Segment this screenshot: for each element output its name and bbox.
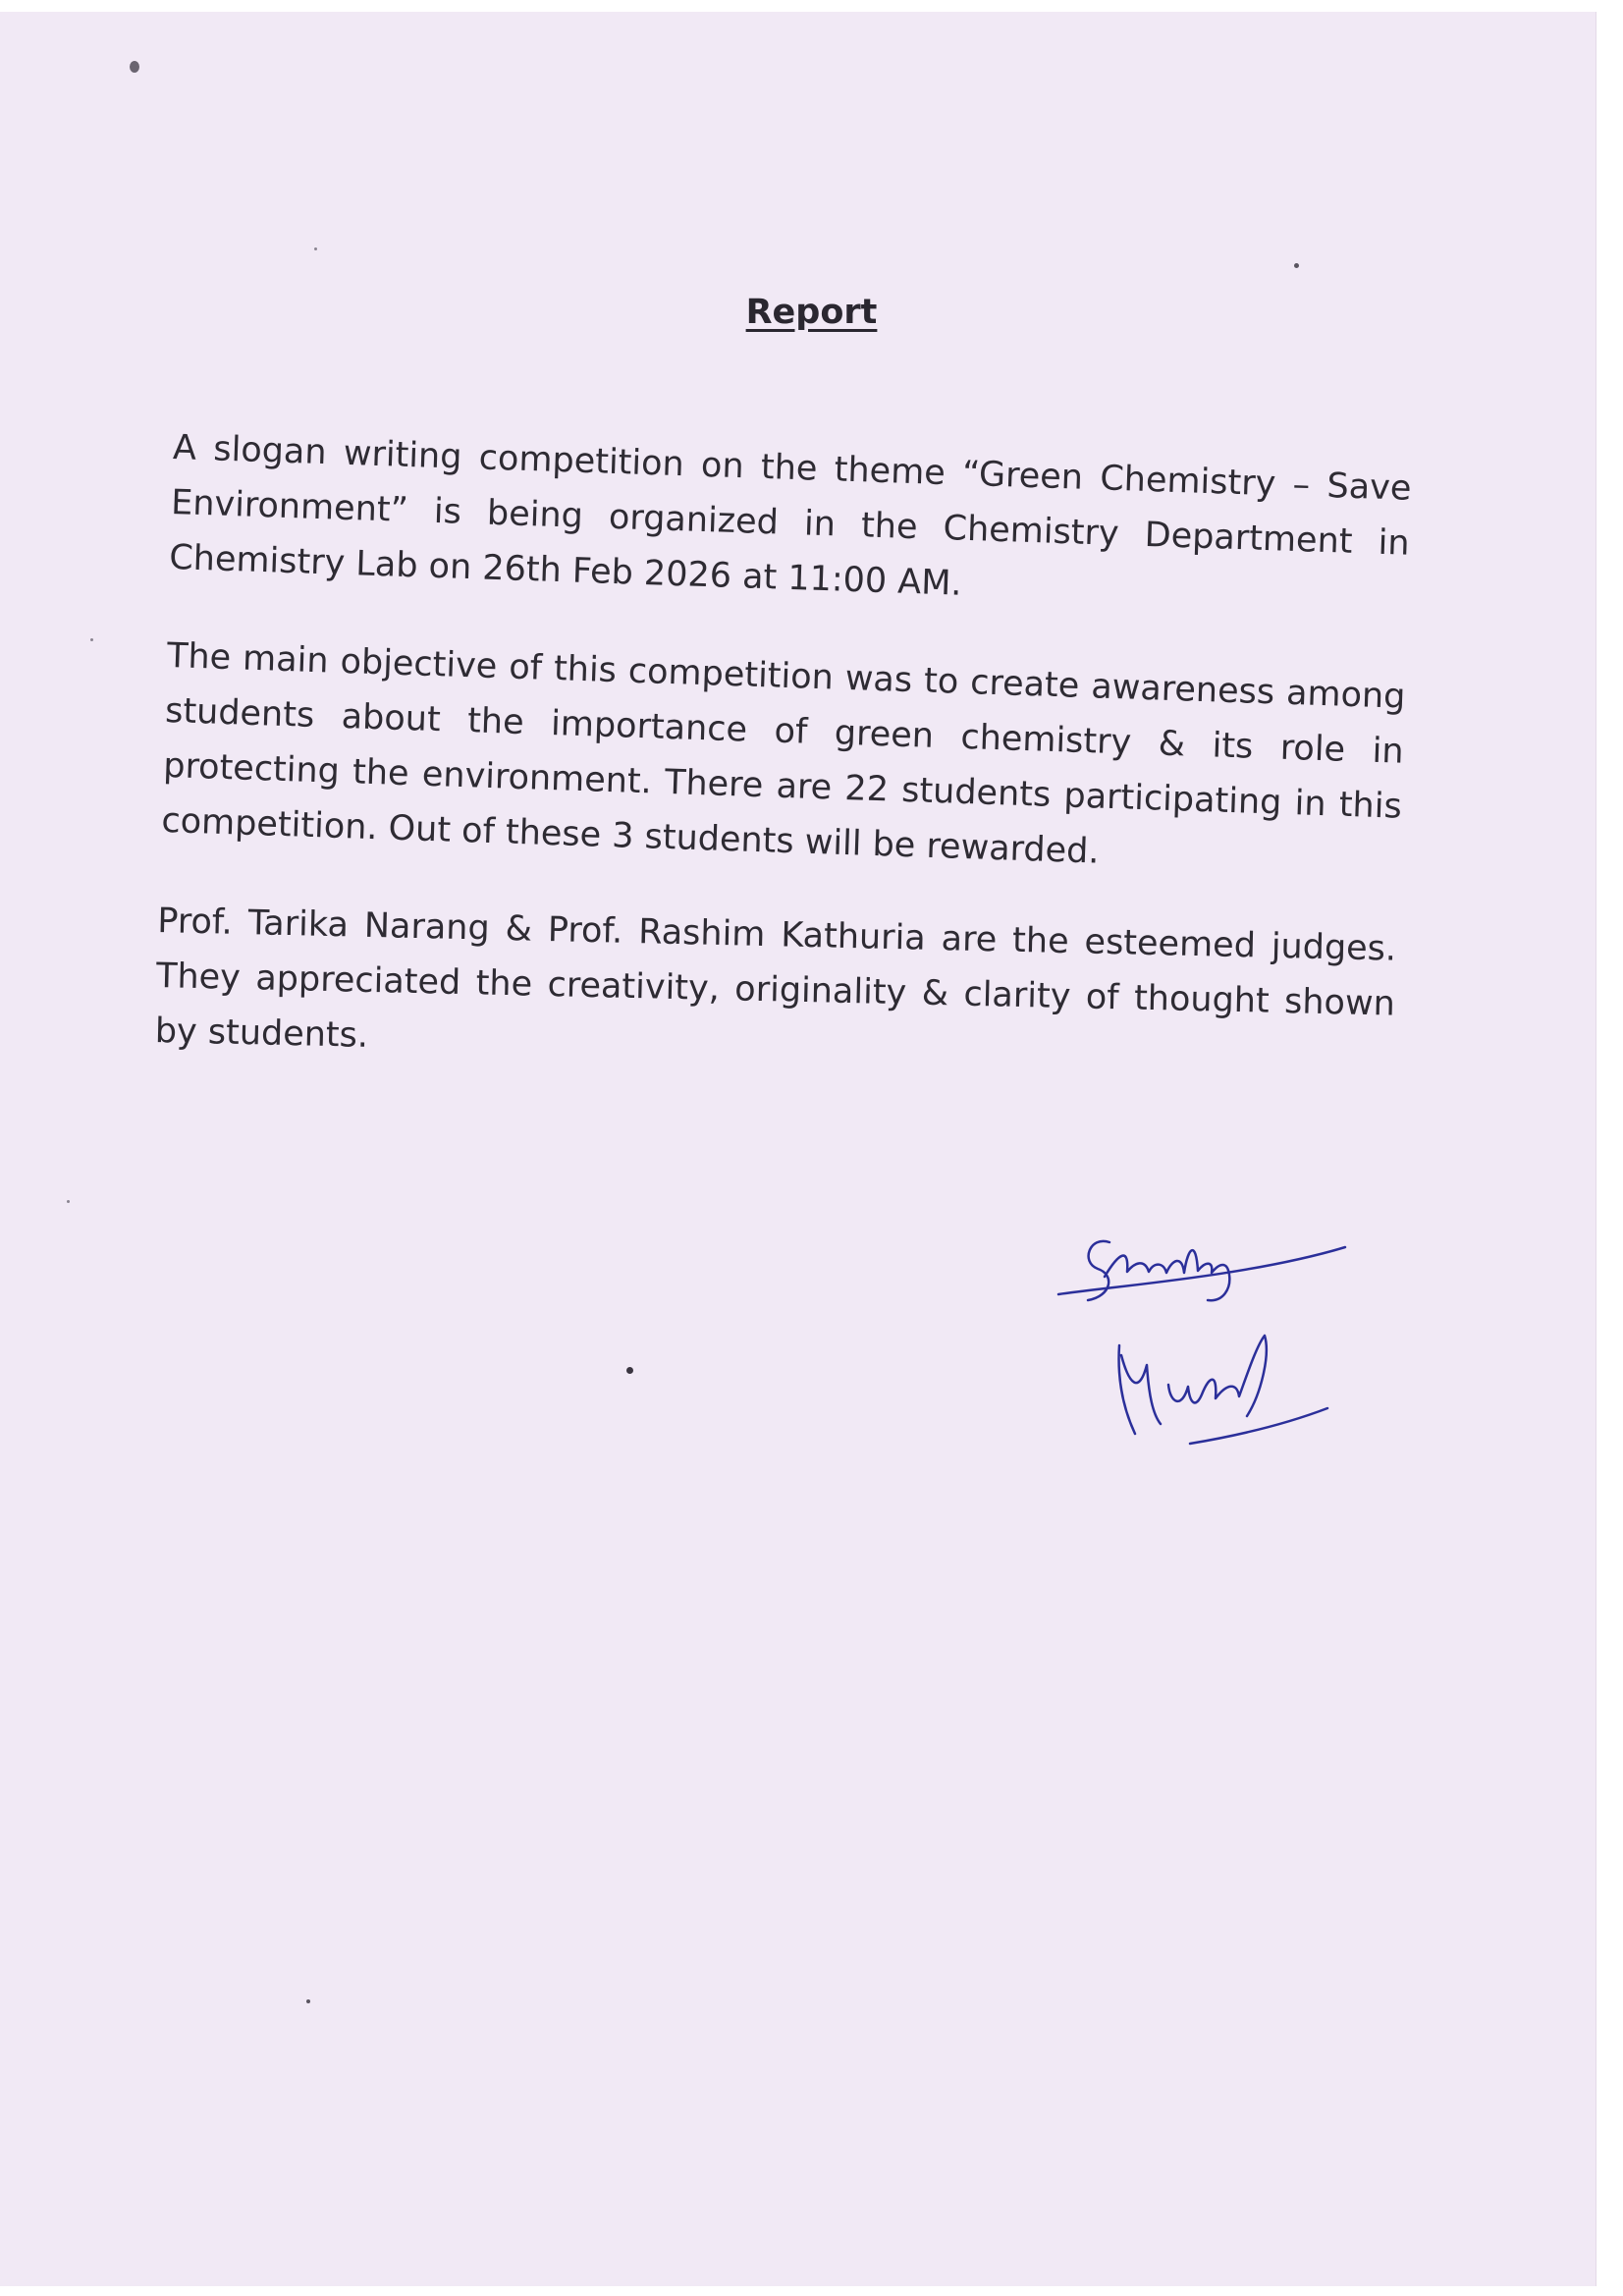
report-paragraph-event-details: A slogan writing competition on the theme “Green Chemistry – Save Environment” is being organized in the Chemistry Department in Chemistry Lab on 26th Feb 2026 at 11:00 AM. <box>168 427 1413 604</box>
signature-stroke <box>1190 1408 1327 1444</box>
signature-mukesh <box>1100 1326 1345 1453</box>
scan-speck <box>90 638 93 641</box>
scan-speck <box>130 61 139 73</box>
signature-shankey <box>1051 1218 1355 1316</box>
scan-speck <box>67 1200 70 1203</box>
scan-speck <box>1294 263 1299 268</box>
scan-speck <box>314 247 317 250</box>
report-paragraph-objective: The main objective of this competition was to create awareness among students about the importance of green chemistry & its role in protecting the environment. There are 22 students participating in this competition. Out of these 3 students will be rewarded. <box>160 635 1407 872</box>
signature-stroke <box>1168 1336 1267 1416</box>
scan-speck <box>626 1367 633 1374</box>
scan-speck <box>306 1999 310 2003</box>
signature-stroke <box>1088 1241 1229 1300</box>
signature-stroke <box>1119 1345 1161 1434</box>
report-title: Report <box>745 293 878 332</box>
report-paragraph-judges: Prof. Tarika Narang & Prof. Rashim Kathuria are the esteemed judges. They appreciated the creativity, originality & clarity of thought shown by students. <box>154 901 1397 1056</box>
